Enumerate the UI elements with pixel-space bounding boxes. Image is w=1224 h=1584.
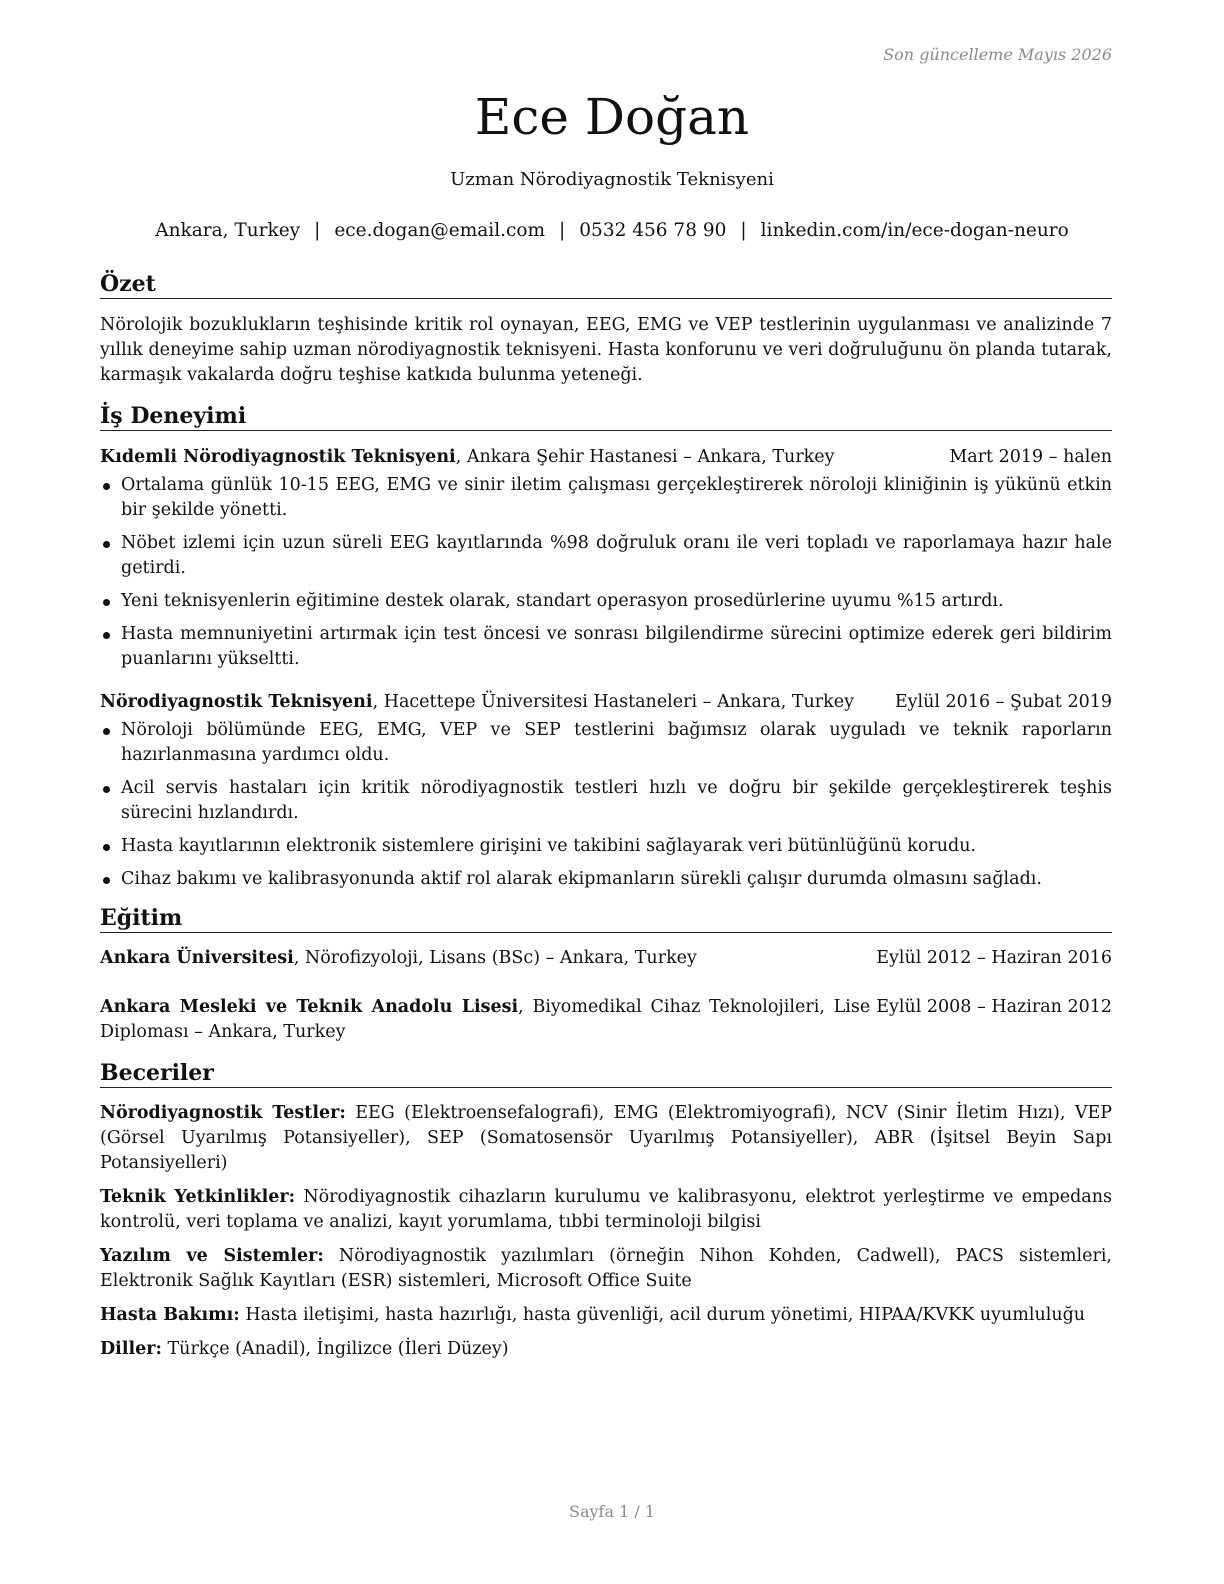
education-entry [100,946,1112,971]
email-link[interactable]: ece.dogan@email.com [334,220,546,241]
bullet-icon [103,877,110,884]
skill-text: Türkçe (Anadil), İngilizce (İleri Düzey) [161,1339,509,1359]
list-item [100,473,1112,523]
candidate-name: Ece Doğan [474,88,750,146]
last-updated: Son güncelleme Mayıs 2026 [883,45,1112,64]
bullet-icon [103,483,110,490]
bullet-text: Cihaz bakımı ve kalibrasyonunda aktif rol alarak ekipmanların sürekli çalışır durumda olmasını sağladı. [121,869,1042,889]
page-number: Sayfa 1 / 1 [568,1502,655,1521]
job-header [100,445,1112,470]
skill-item [100,1101,1112,1176]
school-detail: , Biyomedikal Cihaz Teknolojileri, Lise Diploması – Ankara, Turkey [100,997,871,1042]
skill-item [100,1337,1112,1362]
section-heading-skills: Beceriler [100,1059,1112,1088]
list-item [100,531,1112,581]
section-heading-summary: Özet [100,270,1112,299]
job-header [100,690,1112,715]
bullet-icon [103,786,110,793]
resume-body [100,270,1112,1371]
skill-text: Nörodiyagnostik cihazların kurulumu ve kalibrasyonu, elektrot yerleştirme ve empedans kontrolü, veri toplama ve analizi, kayıt yorumlama, tıbbi terminoloji bilgisi [100,1187,1112,1232]
list-item [100,622,1112,672]
skill-text: Hasta iletişimi, hasta hazırlığı, hasta güvenliği, acil durum yönetimi, HIPAA/KVKK uyumluluğu [239,1305,1086,1325]
job-role: Nörodiyagnostik Teknisyeni [100,692,373,712]
bullet-icon [103,599,110,606]
job-role: Kıdemli Nörodiyagnostik Teknisyeni [100,447,456,467]
section-heading-education: Eğitim [100,904,1112,933]
education-dates: Eylül 2012 – Haziran 2016 [876,948,1112,968]
bullet-text: Nöroloji bölümünde EEG, EMG, VEP ve SEP testlerini bağımsız olarak uyguladı ve teknik raporların hazırlanmasına yardımcı oldu. [121,720,1112,765]
job-dates: Mart 2019 – halen [949,447,1112,467]
list-item [100,834,1112,859]
skills-list [100,1101,1112,1362]
education-dates: Eylül 2008 – Haziran 2012 [876,997,1112,1017]
skill-item [100,1303,1112,1328]
job-org: , Hacettepe Üniversitesi Hastaneleri – Ankara, Turkey [372,692,855,712]
skill-label: Diller: [100,1339,162,1359]
separator: | [314,220,321,241]
skill-label: Hasta Bakımı: [100,1305,240,1325]
list-item [100,589,1112,614]
bullet-text: Yeni teknisyenlerin eğitimine destek olarak, standart operasyon prosedürlerine uyumu %15 artırdı. [121,591,1004,611]
education-entry [100,995,1112,1045]
job-org: , Ankara Şehir Hastanesi – Ankara, Turkey [455,447,835,467]
bullet-icon [103,844,110,851]
skill-label: Teknik Yetkinlikler: [100,1187,296,1207]
linkedin-link[interactable]: linkedin.com/in/ece-dogan-neuro [760,220,1069,241]
phone: 0532 456 78 90 [579,220,727,241]
bullet-icon [103,541,110,548]
summary-text: Nörolojik bozuklukların teşhisinde kritik rol oynayan, EEG, EMG ve VEP testlerinin uygulanması ve analizinde 7 yıllık deneyime sahip uzman nörodiyagnostik teknisyeni. Hasta konforunu ve veri doğruluğunu ön planda tutarak, karmaşık vakalarda doğru teşhise katkıda bulunma yeteneği. [100,315,1112,385]
job-title: Uzman Nörodiyagnostik Teknisyeni [450,169,774,190]
skill-label: Yazılım ve Sistemler: [100,1246,324,1266]
job-entry [100,690,1112,892]
job-bullets [100,718,1112,892]
skill-text: Nörodiyagnostik yazılımları (örneğin Nihon Kohden, Cadwell), PACS sistemleri, Elektronik Sağlık Kayıtları (ESR) sistemleri, Microsoft Office Suite [100,1246,1112,1291]
school-name: Ankara Üniversitesi [100,948,294,968]
skill-text: EEG (Elektroensefalografi), EMG (Elektromiyografi), NCV (Sinir İletim Hızı), VEP (Görsel Uyarılmış Potansiyeller), SEP (Somatosensör Uyarılmış Potansiyeller), ABR (İşitsel Beyin Sapı Potansiyelleri) [100,1103,1113,1173]
section-heading-experience: İş Deneyimi [100,402,1112,431]
school-name: Ankara Mesleki ve Teknik Anadolu Lisesi [100,997,519,1017]
list-item [100,718,1112,768]
bullet-text: Acil servis hastaları için kritik nörodiyagnostik testleri hızlı ve doğru bir şekilde gerçekleştirerek teşhis sürecini hızlandırdı. [121,778,1112,823]
list-item [100,776,1112,826]
bullet-text: Ortalama günlük 10-15 EEG, EMG ve sinir iletim çalışması gerçekleştirerek nöroloji kliniğinin iş yükünü etkin bir şekilde yönetti. [121,475,1112,520]
skill-label: Nörodiyagnostik Testler: [100,1103,346,1123]
separator: | [740,220,747,241]
skill-item [100,1244,1112,1294]
bullet-icon [103,728,110,735]
list-item [100,867,1112,892]
bullet-icon [103,632,110,639]
bullet-text: Nöbet izlemi için uzun süreli EEG kayıtlarında %98 doğruluk oranı ile veri topladı ve raporlamaya hazır hale getirdi. [121,533,1112,578]
job-bullets [100,473,1112,672]
contact-line [0,219,1224,243]
job-entry [100,445,1112,672]
separator: | [559,220,566,241]
bullet-text: Hasta kayıtlarının elektronik sistemlere girişini ve takibini sağlayarak veri bütünlüğünü korudu. [121,836,977,856]
location: Ankara, Turkey [155,220,301,241]
skill-item [100,1185,1112,1235]
job-dates: Eylül 2016 – Şubat 2019 [894,692,1112,712]
bullet-text: Hasta memnuniyetini artırmak için test öncesi ve sonrası bilgilendirme sürecini optimize ederek geri bildirim puanlarını yükseltti. [121,624,1112,669]
school-detail: , Nörofizyoloji, Lisans (BSc) – Ankara, Turkey [293,948,697,968]
